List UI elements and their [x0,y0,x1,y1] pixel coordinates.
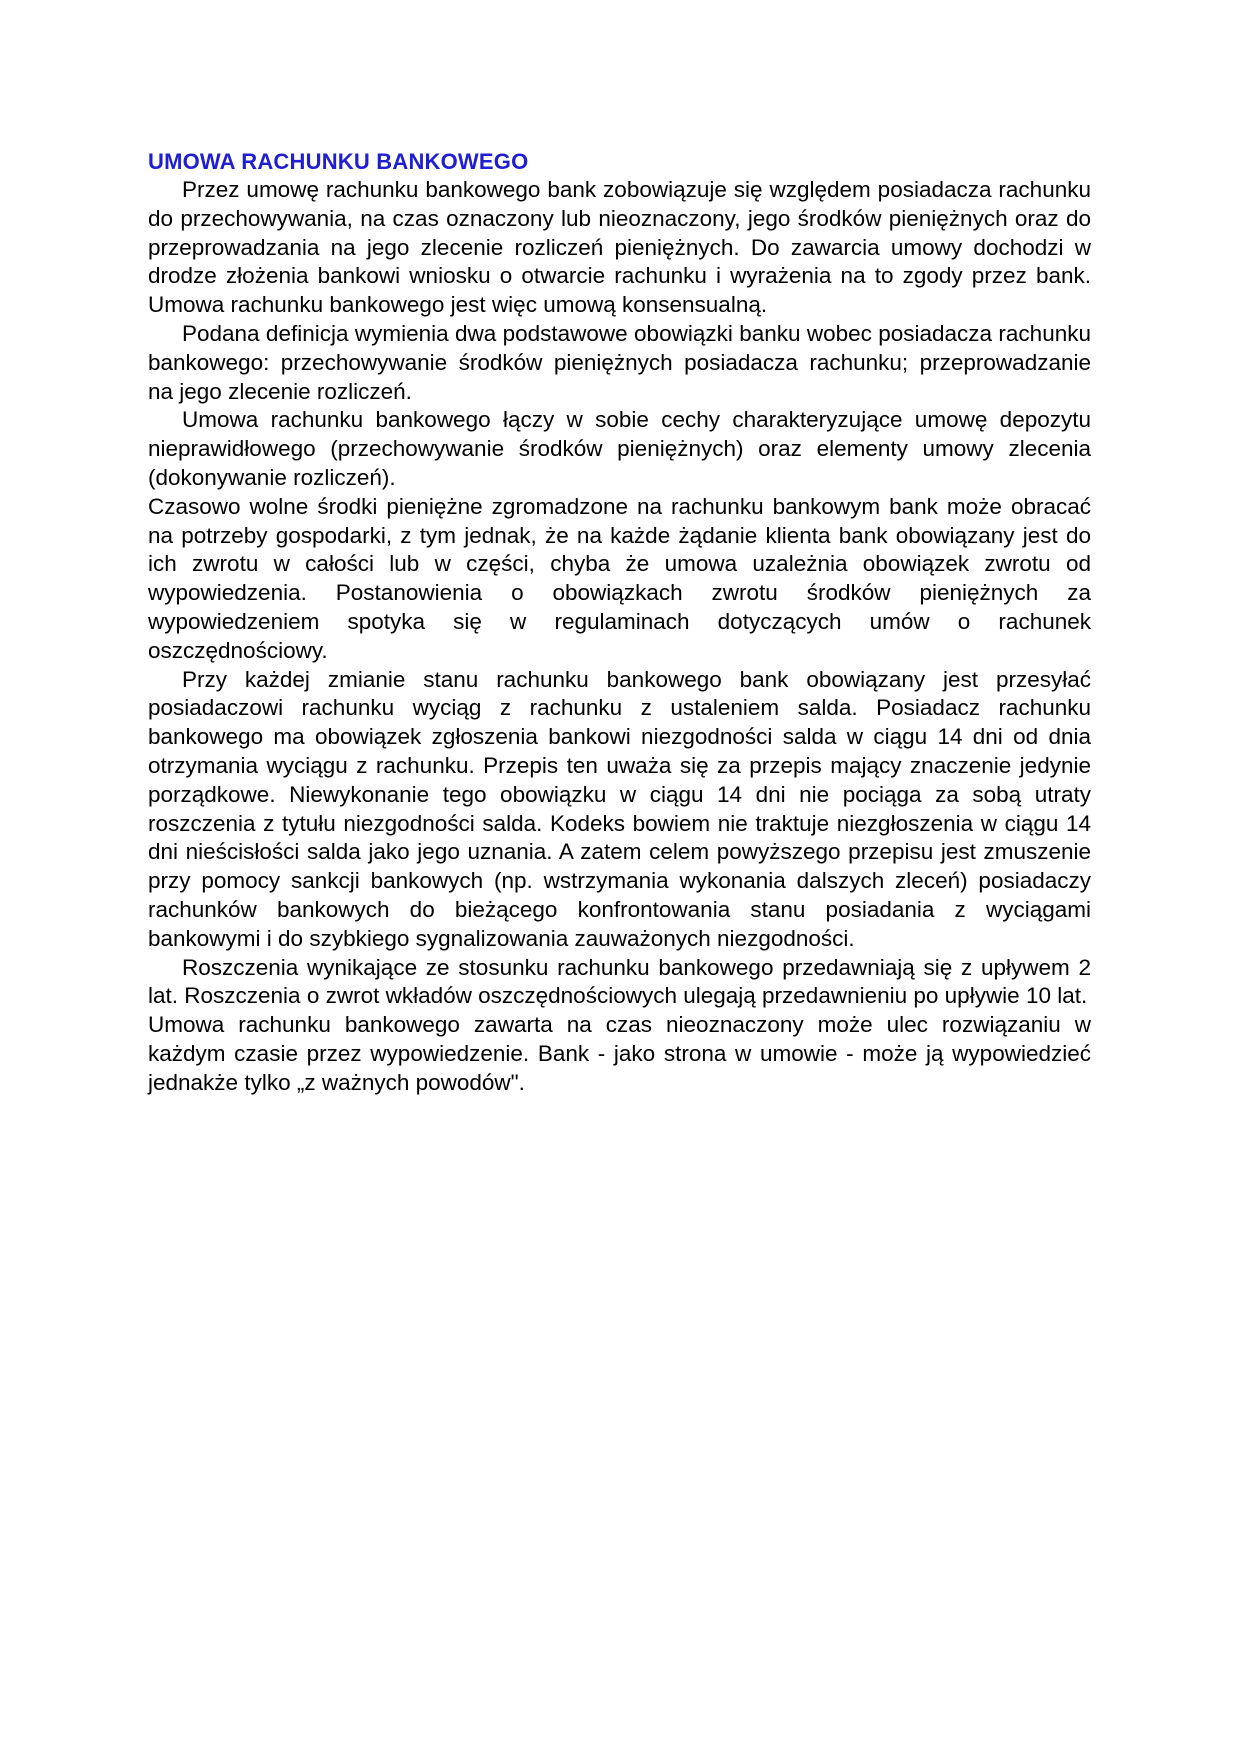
paragraph-3: Umowa rachunku bankowego łączy w sobie cechy charakteryzujące umowę depozytu nieprawidłowego (przechowywanie środków pieniężnych) oraz elementy umowy zlecenia (dokonywanie rozliczeń). [148,407,1091,490]
paragraph-2: Podana definicja wymienia dwa podstawowe obowiązki banku wobec posiadacza rachunku bankowego: przechowywanie środków pieniężnych posiadacza rachunku; przeprowadzanie na jego zlecenie rozliczeń. [148,320,1091,404]
document-page [148,148,1091,1098]
paragraph-4: Czasowo wolne środki pieniężne zgromadzone na rachunku bankowym bank może obracać na potrzeby gospodarki, z tym jednak, że na każde żądanie klienta bank obowiązany jest do ich zwrotu w całości lub w części, chyba że umowa uzależnia obowiązek zwrotu od wypowiedzenia. Postanowienia o obowiązkach zwrotu środków pieniężnych za wypowiedzeniem spotyka się w regulaminach dotyczących umów o rachunek oszczędnościowy. [148,493,1091,663]
paragraph-1: Przez umowę rachunku bankowego bank zobowiązuje się względem posiadacza rachunku do przechowywania, na czas oznaczony lub nieoznaczony, jego środków pieniężnych oraz do przeprowadzania na jego zlecenie rozliczeń pieniężnych. Do zawarcia umowy dochodzi w drodze złożenia bankowi wniosku o otwarcie rachunku i wyrażenia na to zgody przez bank. Umowa rachunku bankowego jest więc umową konsensualną. [148,177,1091,318]
paragraph-7: Umowa rachunku bankowego zawarta na czas nieoznaczony może ulec rozwiązaniu w każdym czasie przez wypowiedzenie. Bank - jako strona w umowie - może ją wypowiedzieć jednakże tylko „z ważnych powodów". [148,1012,1091,1095]
paragraph-6: Roszczenia wynikające ze stosunku rachunku bankowego przedawniają się z upływem 2 lat. Roszczenia o zwrot wkładów oszczędnościowych ulegają przedawnieniu po upływie 10 lat. [148,954,1091,1009]
document-title: UMOWA RACHUNKU BANKOWEGO [148,149,529,174]
paragraph-5: Przy każdej zmianie stanu rachunku bankowego bank obowiązany jest przesyłać posiadaczowi rachunku wyciąg z rachunku z ustaleniem salda. Posiadacz rachunku bankowego ma obowiązek zgłoszenia bankowi niezgodności salda w ciągu 14 dni od dnia otrzymania wyciągu z rachunku. Przepis ten uważa się za przepis mający znaczenie jedynie porządkowe. Niewykonanie tego obowiązku w ciągu 14 dni nie pociąga za sobą utraty roszczenia z tytułu niezgodności salda. Kodeks bowiem nie traktuje niezgłoszenia w ciągu 14 dni nieścisłości salda jako jego uznania. A zatem celem powyższego przepisu jest zmuszenie przy pomocy sankcji bankowych (np. wstrzymania wykonania dalszych zleceń) posiadaczy rachunków bankowych do bieżącego konfrontowania stanu posiadania z wyciągami bankowymi i do szybkiego sygnalizowania zauważonych niezgodności. [148,666,1091,951]
